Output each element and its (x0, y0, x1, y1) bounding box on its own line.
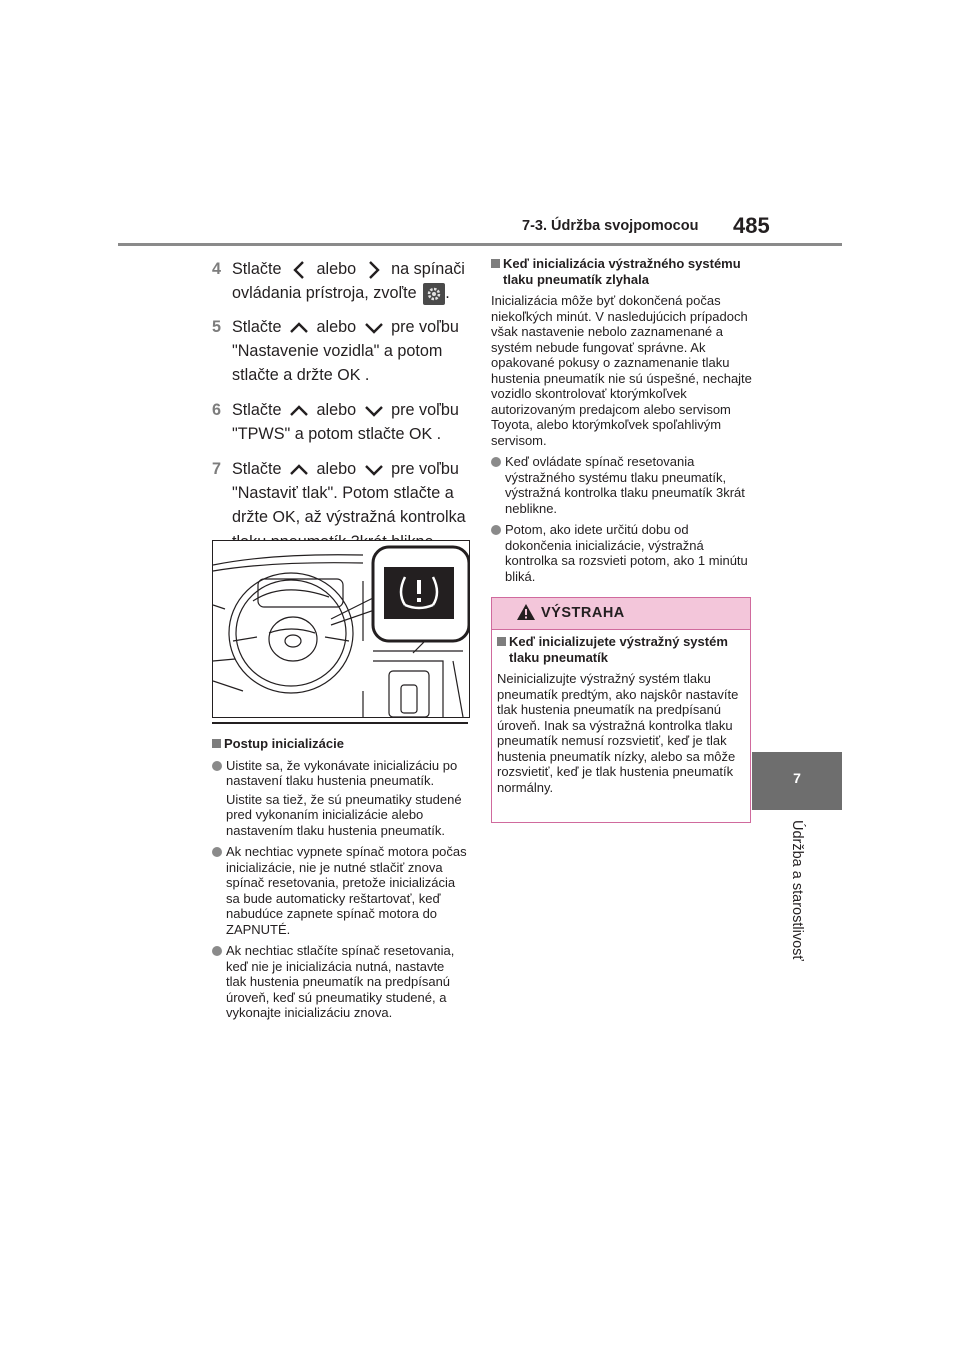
chapter-tab (752, 752, 842, 810)
ok-button-symbol: OK (409, 426, 433, 443)
list-item: Ak nechtiac vypnete spínač motora počas inicializácie, nie je nutné stlačiť znova spínač resetovania, pretože inicializácia sa bude automaticky reštartovať, keď nabudúce zapnete spínač motora do ZAPNUTÉ. (212, 844, 468, 937)
chevron-up-icon (286, 460, 312, 480)
chevron-down-icon (361, 318, 387, 338)
round-bullet-icon (491, 457, 501, 467)
list-item-paragraph: Uistite sa tiež, že sú pneumatiky studené pred vykonaním inicializácie alebo nastavením tlaku hustenia pneumatík. (226, 791, 462, 838)
step-4 (212, 257, 472, 305)
step-text: . (436, 425, 442, 443)
step-text: pre voľbu "Nastavenie vozidla" a potom stlačte a držte (232, 318, 459, 384)
warning-box (491, 597, 751, 823)
warning-text: Neinicializujte výstražný systém tlaku pneumatík predtým, ako najskôr nastavíte tlak hustenia pneumatík na predpísanú úroveň. Inak sa výstražná kontrolka tlaku pneumatík nemusí rozsvietiť, keď je tlak hustenia pneumatík nízky, alebo sa môže rozsvietiť, keď je tlak hustenia pneumatík normálny. (497, 671, 739, 795)
list-item: Uistite sa, že vykonávate inicializáciu po nastavení tlaku hustenia pneumatík. (212, 758, 468, 789)
round-bullet-icon (212, 761, 222, 771)
step-text: pre voľbu "Nastaviť tlak". Potom stlačte a držte (232, 460, 459, 526)
list-item: Potom, ako idete určitú dobu od dokončenia inicializácie, výstražná kontrolka sa rozsvieti potom, ako 1 minútu bliká. (491, 522, 753, 584)
warning-title: VÝSTRAHA (541, 605, 625, 621)
warning-subtitle: Keď inicializujete výstražný systém tlaku pneumatík (497, 634, 742, 665)
step-number: 4 (212, 260, 222, 278)
chevron-left-icon (286, 260, 312, 280)
section-title: 7-3. Údržba svojpomocou (522, 218, 699, 234)
init-failure-section (491, 256, 753, 584)
chevron-up-icon (286, 318, 312, 338)
intro-paragraph: Inicializácia môže byť dokončená počas niekoľkých minút. V nasledujúcich prípadoch však nastavenie nebolo zaznamenané a systém nebude fungovať správne. Ak opakované pokusy o zaznamenanie tlaku hustenia pneumatík nie sú úspešné, nechajte vozidlo skontrolovať ktorýmkoľvek autorizovaným predajcom alebo servisom Toyota, alebo ktorýmkoľvek spoľahlivým servisom. (491, 293, 752, 448)
illustration-divider (212, 722, 468, 724)
list-item: Ak nechtiac stlačíte spínač resetovania, keď nie je inicializácia nutná, nastavte tlak hustenia pneumatík na predpísanú úroveň, keď sú pneumatiky studené, a vykonajte inicializáciu znova. (212, 943, 468, 1021)
step-text: . (445, 284, 450, 302)
step-text: alebo (316, 260, 357, 278)
step-number: 5 (212, 318, 222, 336)
step-text: . (364, 366, 370, 384)
chevron-down-icon (361, 401, 387, 421)
ok-button-symbol: OK (337, 367, 361, 384)
step-5 (212, 315, 472, 388)
step-text: Stlačte (232, 260, 282, 278)
round-bullet-icon (491, 525, 501, 535)
page-number: 485 (733, 213, 770, 238)
chevron-up-icon (286, 401, 312, 421)
chapter-number: 7 (793, 770, 801, 786)
step-text: pre voľbu "TPWS" a potom stlačte (232, 401, 459, 443)
step-text: alebo (316, 401, 357, 419)
step-number: 7 (212, 460, 222, 478)
chapter-title: Údržba a starostlivosť (789, 820, 805, 961)
step-list (212, 257, 472, 564)
square-bullet-icon (497, 637, 506, 646)
step-text: alebo (316, 318, 357, 336)
round-bullet-icon (212, 847, 222, 857)
step-text: Stlačte (232, 318, 282, 336)
warning-header (492, 598, 750, 630)
step-text: Stlačte (232, 401, 282, 419)
step-text: Stlačte (232, 460, 282, 478)
warning-body (497, 634, 742, 795)
settings-gear-icon (423, 283, 445, 305)
ok-button-symbol: OK (272, 509, 296, 526)
section-heading: Postup inicializácie (212, 736, 468, 752)
chevron-right-icon (361, 260, 387, 280)
chevron-down-icon (361, 460, 387, 480)
step-6 (212, 398, 472, 447)
square-bullet-icon (212, 739, 221, 748)
section-heading: Keď inicializácia výstražného systému tlaku pneumatík zlyhala (491, 256, 753, 287)
step-text: , až výstražná kontrolka (295, 508, 466, 526)
square-bullet-icon (491, 259, 500, 268)
step-text: na spínači ovládania prístroja, zvoľte (232, 260, 465, 302)
round-bullet-icon (212, 946, 222, 956)
init-procedure-section (212, 736, 468, 1021)
header-divider (118, 243, 842, 246)
step-text: alebo (316, 460, 357, 478)
warning-triangle-icon (516, 603, 536, 621)
list-item: Keď ovládate spínač resetovania výstražného systému tlaku pneumatík, výstražná kontrolka tlaku pneumatík 3krát neblikne. (491, 454, 753, 516)
dashboard-illustration (212, 540, 470, 718)
step-number: 6 (212, 401, 222, 419)
